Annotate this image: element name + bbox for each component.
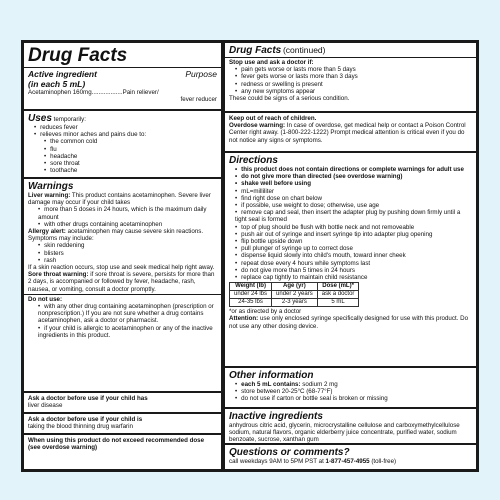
list-item: • more than 5 doses in 24 hours, which is the maximum daily amount	[38, 206, 217, 220]
table-cell: 2-3 years	[272, 299, 318, 307]
list-item: • do not use if carton or bottle seal is broken or missing	[235, 395, 472, 402]
list-item: • any new symptoms appear	[235, 88, 472, 95]
when-using-box	[24, 435, 221, 469]
purpose-label: Purpose	[185, 69, 217, 79]
sore-throat-text: if sore throat is severe, persists for more than 2 days, is accompanied or followed by fever, headache, rash, nausea, or vomiting, consult a doctor promptly.	[28, 271, 215, 293]
sore-throat-label: Sore throat warning:	[28, 271, 89, 279]
warnings-title: Warnings	[28, 181, 74, 192]
stop-use-list	[229, 66, 472, 95]
ask-doctor-warfarin-box	[24, 414, 221, 433]
stop-use-after: These could be signs of a serious condition.	[229, 95, 350, 103]
other-info-list	[229, 381, 472, 403]
stop-use-title: Stop use and ask a doctor if:	[229, 59, 314, 66]
list-item: • remove cap and seal, then insert the adapter plug by pushing down firmly until a tight seal is formed	[235, 209, 472, 223]
other-info-title: Other information	[229, 370, 314, 381]
ask-warfarin-text: taking the blood thinning drug warfarin	[28, 423, 133, 431]
each-5ml-label: each 5 mL contains:	[241, 381, 301, 388]
ask-warfarin-label: Ask a doctor before use if your child is	[28, 416, 143, 423]
sodium-text: sodium 2 mg	[302, 381, 338, 388]
overdose-label: Overdose warning:	[229, 122, 286, 130]
table-note: *or as directed by a doctor	[229, 308, 302, 316]
table-row	[230, 291, 359, 299]
table-header: Age (yr)	[272, 283, 318, 291]
phone-number: 1-877-457-4955	[325, 458, 370, 465]
other-information-box	[225, 368, 476, 407]
table-cell: under 24 lbs	[230, 291, 272, 299]
list-item: • flip bottle upside down	[235, 238, 472, 245]
table-cell: 5 mL	[317, 299, 359, 307]
right-column	[225, 43, 476, 469]
drug-facts-panel	[21, 40, 479, 472]
list-item: • flu	[44, 146, 217, 153]
list-item: • repeat dose every 4 hours while symptoms last	[235, 260, 472, 267]
do-not-use-list	[28, 303, 217, 339]
when-using-text: When using this product do not exceed recommended dose (see overdose warning)	[28, 437, 205, 452]
list-item: • replace cap tightly to maintain child resistance	[235, 274, 472, 281]
allergy-list	[28, 242, 217, 264]
dosing-table	[229, 282, 359, 307]
list-item: • store between 20-25°C (68-77°F)	[235, 388, 472, 395]
attention-label: Attention:	[229, 315, 259, 323]
overdose-text: In case of overdose, get medical help or contact a Poison Control Center right away. (1-800-222-1222) Prompt medical attention is critical even if you do not notice any signs or symptoms.	[229, 122, 466, 144]
allergy-after: If a skin reaction occurs, stop use and seek medical help right away.	[28, 264, 215, 272]
liver-warning-text: This product contains acetaminophen. Severe liver damage may occur if your child takes	[28, 192, 211, 207]
warnings-box	[24, 179, 221, 391]
list-item: • mL=milliliter	[235, 188, 472, 195]
inactive-title: Inactive ingredients	[229, 411, 323, 422]
liver-list	[28, 206, 217, 228]
allergy-alert-label: Allergy alert:	[28, 228, 66, 236]
list-item: • with other drugs containing acetaminophen	[38, 221, 217, 228]
list-item: • with any other drug containing acetaminophen (prescription or nonprescription.) If you are not sure whether a drug contains acetaminophen, ask a doctor or pharmacist.	[38, 303, 217, 325]
inactive-text: anhydrous citric acid, glycerin, microcrystalline cellulose and carboxymethylcellulose sodium, natural flavors, organic elderberry juice concentrate, purified water, sodium benzoate, sucrose, xanthan gum	[229, 422, 460, 443]
list-item: • this product does not contain directions or complete warnings for adult use	[235, 166, 472, 173]
liver-warning-label: Liver warning:	[28, 192, 71, 199]
list-item: • the common cold	[44, 138, 217, 145]
list-item: • sore throat	[44, 160, 217, 167]
list-item: • dispense liquid slowly into child's mouth, toward inner cheek	[235, 252, 472, 259]
list-item: • relieves minor aches and pains due to:	[34, 131, 217, 138]
ask-liver-text: liver disease	[28, 402, 63, 410]
drug-facts-title-continued: Drug Facts	[229, 45, 282, 56]
uses-title: Uses	[28, 113, 52, 124]
list-item: • do not give more than directed (see overdose warning)	[235, 173, 472, 180]
phone-after: (toll-free)	[371, 458, 397, 465]
list-item: • find right dose on chart below	[235, 195, 472, 202]
stop-use-box	[225, 43, 476, 111]
directions-list	[229, 188, 472, 282]
list-item: • skin reddening	[38, 242, 217, 249]
questions-title: Questions or comments?	[229, 447, 350, 458]
list-item: • pain gets worse or lasts more than 5 days	[235, 66, 472, 73]
keep-out-text: Keep out of reach of children.	[229, 115, 317, 122]
table-cell: ask a doctor	[317, 291, 359, 299]
allergy-alert-text: acetaminophen may cause severe skin reactions. Symptoms may include:	[28, 228, 204, 243]
active-ingredient-sub: (in each 5 mL)	[28, 79, 86, 89]
table-cell: under 2 years	[272, 291, 318, 299]
list-item: • fever gets worse or lasts more than 3 days	[235, 73, 472, 80]
list-item: • push air out of syringe and insert syringe tip into adapter plug opening	[235, 231, 472, 238]
drug-facts-title: Drug Facts	[28, 45, 128, 66]
table-cell: 24-35 lbs	[230, 299, 272, 307]
active-line: Acetaminophen 160mg..................Pain reliever/	[28, 89, 159, 96]
list-item: • pull plunger of syringe up to correct dose	[235, 245, 472, 252]
uses-list	[28, 124, 217, 138]
table-header: Weight (lb)	[230, 283, 272, 291]
list-item: • rash	[38, 257, 217, 264]
uses-box	[24, 111, 221, 177]
inactive-ingredients-box	[225, 409, 476, 443]
ask-doctor-liver-box	[24, 393, 221, 412]
directions-title: Directions	[229, 155, 278, 166]
list-item: • redness or swelling is present	[235, 81, 472, 88]
uses-sublist	[28, 138, 217, 174]
left-column	[24, 43, 221, 469]
questions-box	[225, 445, 476, 469]
directions-bold-list	[229, 166, 472, 188]
table-header-row	[230, 283, 359, 291]
list-item: • headache	[44, 153, 217, 160]
continued-label: (continued)	[282, 45, 326, 55]
do-not-use-label: Do not use:	[28, 295, 63, 303]
list-item: • top of plug should be flush with bottle neck and not removeable	[235, 224, 472, 231]
active-ingredient-label: Active ingredient	[28, 69, 97, 79]
uses-intro: temporarily:	[53, 116, 86, 123]
list-item: • do not give more than 5 times in 24 hours	[235, 267, 472, 274]
table-row	[230, 299, 359, 307]
list-item: • blisters	[38, 250, 217, 257]
purpose-line-2: fever reducer	[180, 96, 217, 104]
attention-text: use only enclosed syringe specifically designed for use with this product. Do not use any other dosing device.	[229, 315, 469, 330]
list-item: • reduces fever	[34, 124, 217, 131]
directions-box	[225, 153, 476, 366]
questions-text: call weekdays 9AM to 5PM PST at	[229, 458, 324, 465]
active-ingredient-box	[24, 43, 221, 109]
keep-out-box	[225, 113, 476, 151]
list-item	[235, 381, 472, 388]
list-item: • if possible, use weight to dose; otherwise, use age	[235, 202, 472, 209]
table-header: Dose (mL)*	[317, 283, 359, 291]
list-item: • if your child is allergic to acetaminophen or any of the inactive ingredients in this product.	[38, 325, 217, 339]
list-item: • shake well before using	[235, 180, 472, 187]
ask-liver-label: Ask a doctor before use if your child has	[28, 395, 148, 402]
list-item: • toothache	[44, 167, 217, 174]
